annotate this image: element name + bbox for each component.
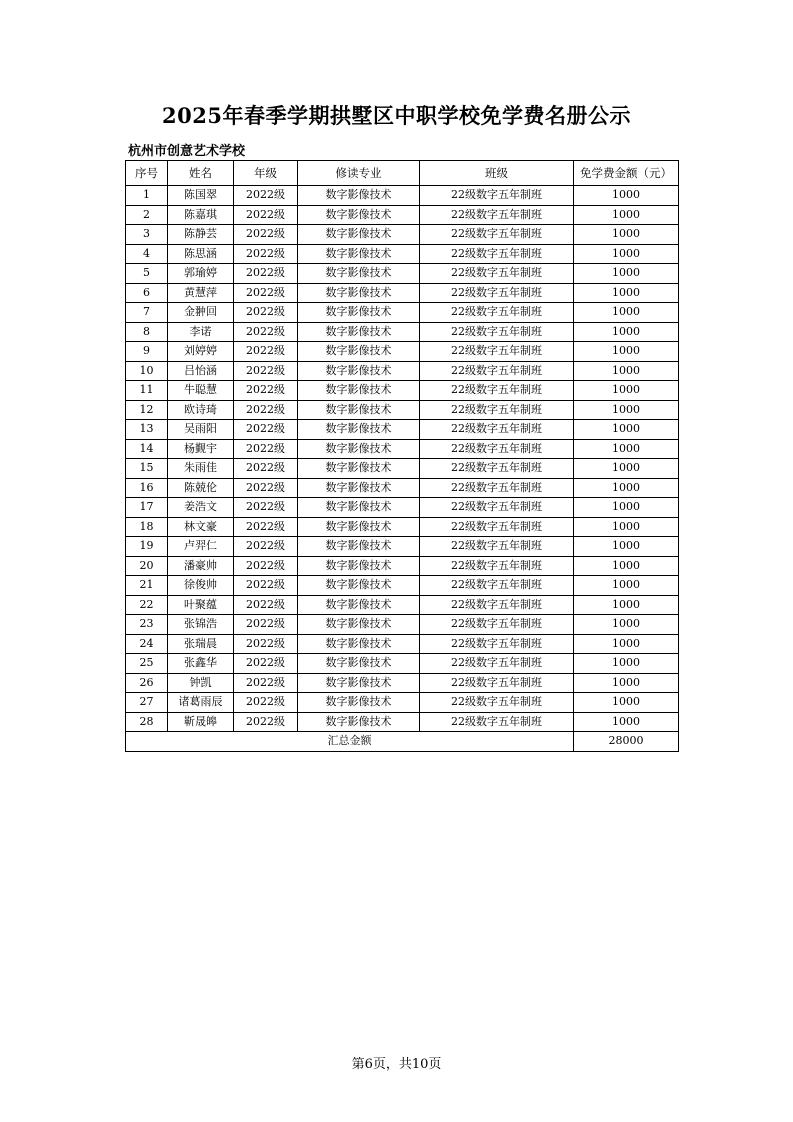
- cell-class: 22级数字五年制班: [420, 693, 574, 713]
- cell-index: 5: [126, 264, 168, 284]
- cell-major: 数字影像技术: [298, 498, 420, 518]
- cell-major: 数字影像技术: [298, 420, 420, 440]
- cell-name: 钟凯: [168, 673, 234, 693]
- cell-grade: 2022级: [234, 615, 298, 635]
- table-row: [126, 186, 679, 206]
- cell-name: 张鑫华: [168, 654, 234, 674]
- cell-class: 22级数字五年制班: [420, 322, 574, 342]
- cell-grade: 2022级: [234, 303, 298, 323]
- cell-class: 22级数字五年制班: [420, 439, 574, 459]
- school-name: 杭州市创意艺术学校: [128, 144, 246, 159]
- cell-amount: 1000: [574, 361, 679, 381]
- cell-name: 靳晟皞: [168, 712, 234, 732]
- cell-name: 陈国翠: [168, 186, 234, 206]
- header-name: 姓名: [168, 161, 234, 186]
- cell-amount: 1000: [574, 342, 679, 362]
- cell-amount: 1000: [574, 595, 679, 615]
- cell-grade: 2022级: [234, 712, 298, 732]
- cell-grade: 2022级: [234, 205, 298, 225]
- cell-major: 数字影像技术: [298, 556, 420, 576]
- cell-name: 牛聪慧: [168, 381, 234, 401]
- cell-major: 数字影像技术: [298, 537, 420, 557]
- cell-amount: 1000: [574, 517, 679, 537]
- cell-name: 陈思涵: [168, 244, 234, 264]
- cell-class: 22级数字五年制班: [420, 303, 574, 323]
- cell-class: 22级数字五年制班: [420, 556, 574, 576]
- cell-major: 数字影像技术: [298, 244, 420, 264]
- cell-amount: 1000: [574, 264, 679, 284]
- cell-name: 吴雨阳: [168, 420, 234, 440]
- cell-major: 数字影像技术: [298, 225, 420, 245]
- cell-index: 22: [126, 595, 168, 615]
- cell-index: 24: [126, 634, 168, 654]
- cell-grade: 2022级: [234, 283, 298, 303]
- cell-grade: 2022级: [234, 459, 298, 479]
- cell-index: 25: [126, 654, 168, 674]
- cell-class: 22级数字五年制班: [420, 595, 574, 615]
- cell-class: 22级数字五年制班: [420, 712, 574, 732]
- cell-amount: 1000: [574, 283, 679, 303]
- cell-name: 卢羿仁: [168, 537, 234, 557]
- table-row: [126, 381, 679, 401]
- cell-major: 数字影像技术: [298, 595, 420, 615]
- cell-class: 22级数字五年制班: [420, 186, 574, 206]
- cell-index: 10: [126, 361, 168, 381]
- cell-major: 数字影像技术: [298, 693, 420, 713]
- cell-grade: 2022级: [234, 244, 298, 264]
- cell-name: 杨觐宇: [168, 439, 234, 459]
- cell-name: 刘婷婷: [168, 342, 234, 362]
- cell-index: 28: [126, 712, 168, 732]
- cell-amount: 1000: [574, 225, 679, 245]
- cell-grade: 2022级: [234, 595, 298, 615]
- cell-grade: 2022级: [234, 186, 298, 206]
- cell-index: 4: [126, 244, 168, 264]
- cell-grade: 2022级: [234, 264, 298, 284]
- table-row: [126, 400, 679, 420]
- table-row: [126, 205, 679, 225]
- cell-index: 15: [126, 459, 168, 479]
- cell-major: 数字影像技术: [298, 615, 420, 635]
- cell-amount: 1000: [574, 381, 679, 401]
- header-major: 修读专业: [298, 161, 420, 186]
- cell-amount: 1000: [574, 498, 679, 518]
- cell-class: 22级数字五年制班: [420, 634, 574, 654]
- cell-class: 22级数字五年制班: [420, 342, 574, 362]
- cell-index: 27: [126, 693, 168, 713]
- table-row: [126, 673, 679, 693]
- table-row: [126, 283, 679, 303]
- cell-class: 22级数字五年制班: [420, 361, 574, 381]
- cell-index: 2: [126, 205, 168, 225]
- cell-index: 26: [126, 673, 168, 693]
- cell-amount: 1000: [574, 712, 679, 732]
- cell-name: 李诺: [168, 322, 234, 342]
- table-row: [126, 225, 679, 245]
- cell-major: 数字影像技术: [298, 205, 420, 225]
- cell-class: 22级数字五年制班: [420, 244, 574, 264]
- cell-major: 数字影像技术: [298, 186, 420, 206]
- cell-class: 22级数字五年制班: [420, 381, 574, 401]
- cell-major: 数字影像技术: [298, 459, 420, 479]
- cell-index: 11: [126, 381, 168, 401]
- table-row: [126, 654, 679, 674]
- cell-major: 数字影像技术: [298, 342, 420, 362]
- cell-amount: 1000: [574, 205, 679, 225]
- cell-index: 14: [126, 439, 168, 459]
- table-row: [126, 556, 679, 576]
- header-grade: 年级: [234, 161, 298, 186]
- cell-name: 张锦浩: [168, 615, 234, 635]
- cell-grade: 2022级: [234, 400, 298, 420]
- cell-major: 数字影像技术: [298, 264, 420, 284]
- cell-major: 数字影像技术: [298, 381, 420, 401]
- table-row: [126, 478, 679, 498]
- cell-major: 数字影像技术: [298, 654, 420, 674]
- table-row: [126, 264, 679, 284]
- cell-amount: 1000: [574, 654, 679, 674]
- cell-name: 陈静芸: [168, 225, 234, 245]
- cell-class: 22级数字五年制班: [420, 673, 574, 693]
- cell-grade: 2022级: [234, 517, 298, 537]
- cell-name: 陈兢伦: [168, 478, 234, 498]
- cell-grade: 2022级: [234, 478, 298, 498]
- cell-name: 吕怡涵: [168, 361, 234, 381]
- cell-major: 数字影像技术: [298, 478, 420, 498]
- total-row: [126, 732, 679, 752]
- total-label: 汇总金额: [126, 732, 574, 752]
- cell-grade: 2022级: [234, 693, 298, 713]
- cell-index: 9: [126, 342, 168, 362]
- table-row: [126, 303, 679, 323]
- cell-amount: 1000: [574, 693, 679, 713]
- cell-index: 17: [126, 498, 168, 518]
- cell-name: 潘豪帅: [168, 556, 234, 576]
- table-row: [126, 693, 679, 713]
- cell-class: 22级数字五年制班: [420, 400, 574, 420]
- cell-class: 22级数字五年制班: [420, 654, 574, 674]
- cell-amount: 1000: [574, 322, 679, 342]
- cell-grade: 2022级: [234, 634, 298, 654]
- cell-grade: 2022级: [234, 673, 298, 693]
- cell-index: 19: [126, 537, 168, 557]
- cell-name: 诸葛雨辰: [168, 693, 234, 713]
- cell-class: 22级数字五年制班: [420, 459, 574, 479]
- cell-index: 1: [126, 186, 168, 206]
- cell-grade: 2022级: [234, 537, 298, 557]
- cell-name: 郭瑜婷: [168, 264, 234, 284]
- cell-name: 陈嘉琪: [168, 205, 234, 225]
- page-number: 第6页，共10页: [351, 1057, 442, 1072]
- cell-amount: 1000: [574, 400, 679, 420]
- cell-amount: 1000: [574, 459, 679, 479]
- cell-index: 18: [126, 517, 168, 537]
- cell-index: 3: [126, 225, 168, 245]
- cell-major: 数字影像技术: [298, 322, 420, 342]
- cell-class: 22级数字五年制班: [420, 498, 574, 518]
- cell-index: 6: [126, 283, 168, 303]
- cell-index: 23: [126, 615, 168, 635]
- cell-class: 22级数字五年制班: [420, 283, 574, 303]
- cell-major: 数字影像技术: [298, 303, 420, 323]
- cell-grade: 2022级: [234, 342, 298, 362]
- header-amount: 免学费金额（元）: [574, 161, 679, 186]
- cell-amount: 1000: [574, 478, 679, 498]
- table-row: [126, 615, 679, 635]
- cell-amount: 1000: [574, 576, 679, 596]
- cell-grade: 2022级: [234, 498, 298, 518]
- cell-grade: 2022级: [234, 361, 298, 381]
- cell-name: 朱雨佳: [168, 459, 234, 479]
- table-row: [126, 459, 679, 479]
- cell-name: 林文豪: [168, 517, 234, 537]
- fee-waiver-table: [125, 160, 679, 752]
- cell-major: 数字影像技术: [298, 576, 420, 596]
- cell-grade: 2022级: [234, 439, 298, 459]
- cell-name: 张瑞晨: [168, 634, 234, 654]
- cell-grade: 2022级: [234, 556, 298, 576]
- table-row: [126, 498, 679, 518]
- table-row: [126, 420, 679, 440]
- cell-class: 22级数字五年制班: [420, 205, 574, 225]
- cell-grade: 2022级: [234, 576, 298, 596]
- cell-major: 数字影像技术: [298, 634, 420, 654]
- cell-amount: 1000: [574, 439, 679, 459]
- cell-grade: 2022级: [234, 225, 298, 245]
- table-row: [126, 595, 679, 615]
- cell-name: 姜浩文: [168, 498, 234, 518]
- cell-index: 12: [126, 400, 168, 420]
- cell-major: 数字影像技术: [298, 283, 420, 303]
- cell-name: 徐俊帅: [168, 576, 234, 596]
- cell-amount: 1000: [574, 673, 679, 693]
- cell-class: 22级数字五年制班: [420, 615, 574, 635]
- table-row: [126, 576, 679, 596]
- cell-amount: 1000: [574, 244, 679, 264]
- table-row: [126, 342, 679, 362]
- cell-class: 22级数字五年制班: [420, 517, 574, 537]
- page-title: 2025年春季学期拱墅区中职学校免学费名册公示: [162, 103, 631, 128]
- cell-amount: 1000: [574, 615, 679, 635]
- table-row: [126, 712, 679, 732]
- cell-class: 22级数字五年制班: [420, 420, 574, 440]
- header-index: 序号: [126, 161, 168, 186]
- table-row: [126, 361, 679, 381]
- cell-index: 8: [126, 322, 168, 342]
- cell-grade: 2022级: [234, 381, 298, 401]
- cell-major: 数字影像技术: [298, 712, 420, 732]
- cell-amount: 1000: [574, 303, 679, 323]
- cell-class: 22级数字五年制班: [420, 478, 574, 498]
- cell-major: 数字影像技术: [298, 673, 420, 693]
- cell-index: 20: [126, 556, 168, 576]
- cell-grade: 2022级: [234, 322, 298, 342]
- cell-amount: 1000: [574, 186, 679, 206]
- cell-index: 7: [126, 303, 168, 323]
- cell-name: 黄慧萍: [168, 283, 234, 303]
- cell-amount: 1000: [574, 634, 679, 654]
- cell-grade: 2022级: [234, 654, 298, 674]
- cell-index: 13: [126, 420, 168, 440]
- cell-name: 欧诗琦: [168, 400, 234, 420]
- table-header-row: [126, 161, 679, 186]
- cell-class: 22级数字五年制班: [420, 264, 574, 284]
- cell-amount: 1000: [574, 556, 679, 576]
- cell-class: 22级数字五年制班: [420, 537, 574, 557]
- cell-major: 数字影像技术: [298, 400, 420, 420]
- cell-major: 数字影像技术: [298, 517, 420, 537]
- cell-name: 金翀回: [168, 303, 234, 323]
- total-value: 28000: [574, 732, 679, 752]
- cell-class: 22级数字五年制班: [420, 225, 574, 245]
- cell-index: 16: [126, 478, 168, 498]
- table-row: [126, 537, 679, 557]
- cell-major: 数字影像技术: [298, 439, 420, 459]
- cell-amount: 1000: [574, 537, 679, 557]
- cell-major: 数字影像技术: [298, 361, 420, 381]
- table-row: [126, 517, 679, 537]
- table-body: [126, 186, 679, 732]
- table-row: [126, 634, 679, 654]
- cell-class: 22级数字五年制班: [420, 576, 574, 596]
- table-row: [126, 322, 679, 342]
- cell-grade: 2022级: [234, 420, 298, 440]
- cell-amount: 1000: [574, 420, 679, 440]
- table-row: [126, 244, 679, 264]
- cell-index: 21: [126, 576, 168, 596]
- table-row: [126, 439, 679, 459]
- cell-name: 叶聚蕴: [168, 595, 234, 615]
- header-class: 班级: [420, 161, 574, 186]
